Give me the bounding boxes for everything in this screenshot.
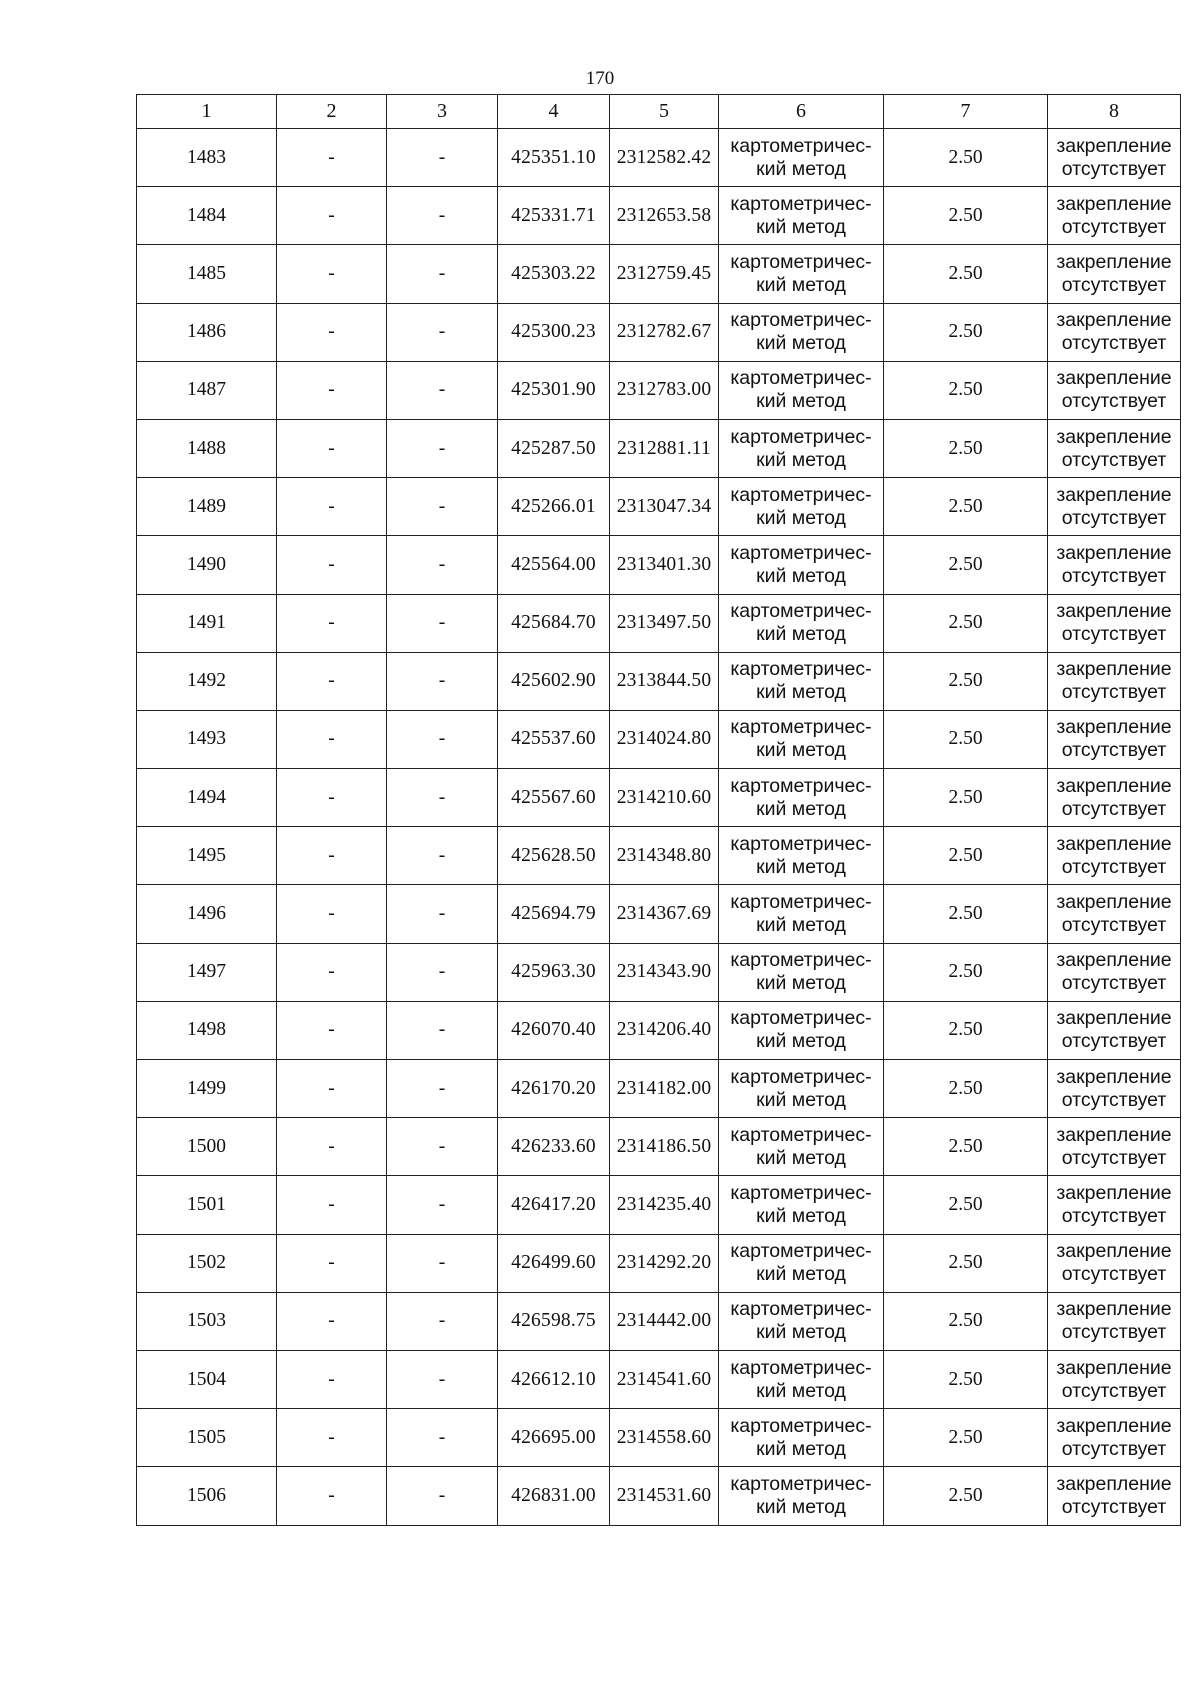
accuracy-cell: 2.50 — [884, 187, 1048, 245]
point-number-cell: 1484 — [137, 187, 277, 245]
fixing-cell: закрепление отсутствует — [1048, 1292, 1181, 1350]
y-coordinate-cell: 2313844.50 — [610, 652, 719, 710]
x-coordinate-cell: 426170.20 — [498, 1060, 610, 1118]
method-cell: картометричес-кий метод — [719, 943, 884, 1001]
table-row — [137, 478, 1181, 536]
method-cell: картометричес-кий метод — [719, 1118, 884, 1176]
table-row — [137, 1001, 1181, 1059]
column-2-cell: - — [277, 885, 387, 943]
column-3-cell: - — [387, 769, 498, 827]
fixing-cell: закрепление отсутствует — [1048, 885, 1181, 943]
accuracy-cell: 2.50 — [884, 1001, 1048, 1059]
y-coordinate-cell: 2312783.00 — [610, 361, 719, 419]
accuracy-cell: 2.50 — [884, 943, 1048, 1001]
table-row — [137, 1234, 1181, 1292]
column-2-cell: - — [277, 1060, 387, 1118]
table-row — [137, 1409, 1181, 1467]
column-2-cell: - — [277, 129, 387, 187]
fixing-cell: закрепление отсутствует — [1048, 594, 1181, 652]
column-2-cell: - — [277, 536, 387, 594]
accuracy-cell: 2.50 — [884, 594, 1048, 652]
fixing-cell: закрепление отсутствует — [1048, 245, 1181, 303]
y-coordinate-cell: 2314343.90 — [610, 943, 719, 1001]
x-coordinate-cell: 426499.60 — [498, 1234, 610, 1292]
accuracy-cell: 2.50 — [884, 1118, 1048, 1176]
fixing-cell: закрепление отсутствует — [1048, 710, 1181, 768]
column-3-cell: - — [387, 303, 498, 361]
fixing-cell: закрепление отсутствует — [1048, 769, 1181, 827]
x-coordinate-cell: 425694.79 — [498, 885, 610, 943]
column-3-cell: - — [387, 1001, 498, 1059]
method-cell: картометричес-кий метод — [719, 245, 884, 303]
x-coordinate-cell: 425266.01 — [498, 478, 610, 536]
point-number-cell: 1490 — [137, 536, 277, 594]
y-coordinate-cell: 2314206.40 — [610, 1001, 719, 1059]
table-row — [137, 303, 1181, 361]
column-2-cell: - — [277, 710, 387, 768]
method-cell: картометричес-кий метод — [719, 1292, 884, 1350]
column-3-cell: - — [387, 419, 498, 477]
table-row — [137, 245, 1181, 303]
point-number-cell: 1504 — [137, 1350, 277, 1408]
y-coordinate-cell: 2313401.30 — [610, 536, 719, 594]
column-2-cell: - — [277, 1409, 387, 1467]
column-2-cell: - — [277, 1234, 387, 1292]
point-number-cell: 1501 — [137, 1176, 277, 1234]
column-3-cell: - — [387, 594, 498, 652]
point-number-cell: 1498 — [137, 1001, 277, 1059]
column-3-cell: - — [387, 187, 498, 245]
method-cell: картометричес-кий метод — [719, 1001, 884, 1059]
y-coordinate-cell: 2312759.45 — [610, 245, 719, 303]
y-coordinate-cell: 2314186.50 — [610, 1118, 719, 1176]
accuracy-cell: 2.50 — [884, 1234, 1048, 1292]
point-number-cell: 1497 — [137, 943, 277, 1001]
method-cell: картометричес-кий метод — [719, 769, 884, 827]
table-row — [137, 419, 1181, 477]
column-3-cell: - — [387, 1234, 498, 1292]
point-number-cell: 1489 — [137, 478, 277, 536]
x-coordinate-cell: 425684.70 — [498, 594, 610, 652]
column-3-cell: - — [387, 361, 498, 419]
column-2-cell: - — [277, 769, 387, 827]
accuracy-cell: 2.50 — [884, 1409, 1048, 1467]
fixing-cell: закрепление отсутствует — [1048, 419, 1181, 477]
method-cell: картометричес-кий метод — [719, 303, 884, 361]
column-2-cell: - — [277, 652, 387, 710]
column-header: 2 — [277, 95, 387, 129]
method-cell: картометричес-кий метод — [719, 361, 884, 419]
fixing-cell: закрепление отсутствует — [1048, 1467, 1181, 1525]
y-coordinate-cell: 2312582.42 — [610, 129, 719, 187]
x-coordinate-cell: 426233.60 — [498, 1118, 610, 1176]
column-2-cell: - — [277, 1467, 387, 1525]
fixing-cell: закрепление отсутствует — [1048, 943, 1181, 1001]
column-3-cell: - — [387, 1409, 498, 1467]
column-2-cell: - — [277, 187, 387, 245]
column-3-cell: - — [387, 129, 498, 187]
table-row — [137, 827, 1181, 885]
method-cell: картометричес-кий метод — [719, 885, 884, 943]
point-number-cell: 1499 — [137, 1060, 277, 1118]
point-number-cell: 1491 — [137, 594, 277, 652]
table-row — [137, 1060, 1181, 1118]
table-header-row — [137, 95, 1181, 129]
column-3-cell: - — [387, 536, 498, 594]
accuracy-cell: 2.50 — [884, 245, 1048, 303]
point-number-cell: 1488 — [137, 419, 277, 477]
x-coordinate-cell: 426695.00 — [498, 1409, 610, 1467]
method-cell: картометричес-кий метод — [719, 1409, 884, 1467]
point-number-cell: 1503 — [137, 1292, 277, 1350]
y-coordinate-cell: 2314442.00 — [610, 1292, 719, 1350]
point-number-cell: 1502 — [137, 1234, 277, 1292]
accuracy-cell: 2.50 — [884, 1292, 1048, 1350]
fixing-cell: закрепление отсутствует — [1048, 536, 1181, 594]
method-cell: картометричес-кий метод — [719, 594, 884, 652]
column-2-cell: - — [277, 827, 387, 885]
fixing-cell: закрепление отсутствует — [1048, 478, 1181, 536]
table-row — [137, 187, 1181, 245]
x-coordinate-cell: 425300.23 — [498, 303, 610, 361]
y-coordinate-cell: 2312653.58 — [610, 187, 719, 245]
column-2-cell: - — [277, 419, 387, 477]
table-body — [137, 129, 1181, 1526]
table-row — [137, 129, 1181, 187]
accuracy-cell: 2.50 — [884, 1467, 1048, 1525]
fixing-cell: закрепление отсутствует — [1048, 187, 1181, 245]
x-coordinate-cell: 425303.22 — [498, 245, 610, 303]
accuracy-cell: 2.50 — [884, 652, 1048, 710]
fixing-cell: закрепление отсутствует — [1048, 1060, 1181, 1118]
column-header: 6 — [719, 95, 884, 129]
y-coordinate-cell: 2314210.60 — [610, 769, 719, 827]
accuracy-cell: 2.50 — [884, 1176, 1048, 1234]
point-number-cell: 1483 — [137, 129, 277, 187]
accuracy-cell: 2.50 — [884, 361, 1048, 419]
table-row — [137, 652, 1181, 710]
column-header: 3 — [387, 95, 498, 129]
y-coordinate-cell: 2314367.69 — [610, 885, 719, 943]
table-row — [137, 1350, 1181, 1408]
accuracy-cell: 2.50 — [884, 885, 1048, 943]
fixing-cell: закрепление отсутствует — [1048, 1001, 1181, 1059]
y-coordinate-cell: 2314292.20 — [610, 1234, 719, 1292]
method-cell: картометричес-кий метод — [719, 478, 884, 536]
point-number-cell: 1505 — [137, 1409, 277, 1467]
point-number-cell: 1492 — [137, 652, 277, 710]
x-coordinate-cell: 426612.10 — [498, 1350, 610, 1408]
table-row — [137, 1467, 1181, 1525]
x-coordinate-cell: 425287.50 — [498, 419, 610, 477]
method-cell: картометричес-кий метод — [719, 419, 884, 477]
column-header: 1 — [137, 95, 277, 129]
y-coordinate-cell: 2314531.60 — [610, 1467, 719, 1525]
y-coordinate-cell: 2312881.11 — [610, 419, 719, 477]
method-cell: картометричес-кий метод — [719, 129, 884, 187]
method-cell: картометричес-кий метод — [719, 652, 884, 710]
column-3-cell: - — [387, 478, 498, 536]
x-coordinate-cell: 425567.60 — [498, 769, 610, 827]
column-2-cell: - — [277, 361, 387, 419]
fixing-cell: закрепление отсутствует — [1048, 1234, 1181, 1292]
y-coordinate-cell: 2312782.67 — [610, 303, 719, 361]
fixing-cell: закрепление отсутствует — [1048, 1350, 1181, 1408]
y-coordinate-cell: 2313497.50 — [610, 594, 719, 652]
column-header: 5 — [610, 95, 719, 129]
y-coordinate-cell: 2314348.80 — [610, 827, 719, 885]
column-2-cell: - — [277, 245, 387, 303]
table-row — [137, 885, 1181, 943]
column-3-cell: - — [387, 943, 498, 1001]
point-number-cell: 1487 — [137, 361, 277, 419]
table-row — [137, 769, 1181, 827]
y-coordinate-cell: 2314182.00 — [610, 1060, 719, 1118]
method-cell: картометричес-кий метод — [719, 710, 884, 768]
x-coordinate-cell: 425331.71 — [498, 187, 610, 245]
y-coordinate-cell: 2314558.60 — [610, 1409, 719, 1467]
method-cell: картометричес-кий метод — [719, 1176, 884, 1234]
column-3-cell: - — [387, 652, 498, 710]
column-3-cell: - — [387, 1467, 498, 1525]
point-number-cell: 1495 — [137, 827, 277, 885]
method-cell: картометричес-кий метод — [719, 1467, 884, 1525]
point-number-cell: 1493 — [137, 710, 277, 768]
x-coordinate-cell: 426417.20 — [498, 1176, 610, 1234]
column-3-cell: - — [387, 827, 498, 885]
point-number-cell: 1496 — [137, 885, 277, 943]
method-cell: картометричес-кий метод — [719, 187, 884, 245]
y-coordinate-cell: 2314235.40 — [610, 1176, 719, 1234]
table-row — [137, 1118, 1181, 1176]
table-row — [137, 361, 1181, 419]
accuracy-cell: 2.50 — [884, 827, 1048, 885]
method-cell: картометричес-кий метод — [719, 827, 884, 885]
column-2-cell: - — [277, 594, 387, 652]
table-row — [137, 536, 1181, 594]
column-3-cell: - — [387, 1176, 498, 1234]
accuracy-cell: 2.50 — [884, 710, 1048, 768]
accuracy-cell: 2.50 — [884, 769, 1048, 827]
column-2-cell: - — [277, 1001, 387, 1059]
x-coordinate-cell: 425351.10 — [498, 129, 610, 187]
x-coordinate-cell: 425963.30 — [498, 943, 610, 1001]
fixing-cell: закрепление отсутствует — [1048, 129, 1181, 187]
accuracy-cell: 2.50 — [884, 419, 1048, 477]
accuracy-cell: 2.50 — [884, 1350, 1048, 1408]
point-number-cell: 1506 — [137, 1467, 277, 1525]
point-number-cell: 1500 — [137, 1118, 277, 1176]
accuracy-cell: 2.50 — [884, 1060, 1048, 1118]
point-number-cell: 1485 — [137, 245, 277, 303]
point-number-cell: 1494 — [137, 769, 277, 827]
x-coordinate-cell: 425628.50 — [498, 827, 610, 885]
coordinates-table — [136, 94, 1181, 1526]
point-number-cell: 1486 — [137, 303, 277, 361]
y-coordinate-cell: 2314024.80 — [610, 710, 719, 768]
fixing-cell: закрепление отсутствует — [1048, 361, 1181, 419]
column-3-cell: - — [387, 1350, 498, 1408]
table-row — [137, 1292, 1181, 1350]
column-3-cell: - — [387, 245, 498, 303]
fixing-cell: закрепление отсутствует — [1048, 827, 1181, 885]
column-header: 8 — [1048, 95, 1181, 129]
column-2-cell: - — [277, 478, 387, 536]
x-coordinate-cell: 425537.60 — [498, 710, 610, 768]
fixing-cell: закрепление отсутствует — [1048, 303, 1181, 361]
column-3-cell: - — [387, 1118, 498, 1176]
x-coordinate-cell: 425564.00 — [498, 536, 610, 594]
method-cell: картометричес-кий метод — [719, 1350, 884, 1408]
x-coordinate-cell: 426598.75 — [498, 1292, 610, 1350]
table-row — [137, 1176, 1181, 1234]
table-row — [137, 710, 1181, 768]
accuracy-cell: 2.50 — [884, 129, 1048, 187]
fixing-cell: закрепление отсутствует — [1048, 1409, 1181, 1467]
fixing-cell: закрепление отсутствует — [1048, 1118, 1181, 1176]
table-row — [137, 594, 1181, 652]
y-coordinate-cell: 2314541.60 — [610, 1350, 719, 1408]
column-2-cell: - — [277, 1350, 387, 1408]
table-row — [137, 943, 1181, 1001]
column-3-cell: - — [387, 1060, 498, 1118]
fixing-cell: закрепление отсутствует — [1048, 1176, 1181, 1234]
accuracy-cell: 2.50 — [884, 536, 1048, 594]
fixing-cell: закрепление отсутствует — [1048, 652, 1181, 710]
column-2-cell: - — [277, 303, 387, 361]
x-coordinate-cell: 426831.00 — [498, 1467, 610, 1525]
column-2-cell: - — [277, 1118, 387, 1176]
column-2-cell: - — [277, 943, 387, 1001]
column-3-cell: - — [387, 710, 498, 768]
y-coordinate-cell: 2313047.34 — [610, 478, 719, 536]
method-cell: картометричес-кий метод — [719, 1060, 884, 1118]
column-header: 4 — [498, 95, 610, 129]
x-coordinate-cell: 426070.40 — [498, 1001, 610, 1059]
column-header: 7 — [884, 95, 1048, 129]
page-number: 170 — [585, 68, 615, 89]
accuracy-cell: 2.50 — [884, 478, 1048, 536]
x-coordinate-cell: 425301.90 — [498, 361, 610, 419]
column-2-cell: - — [277, 1292, 387, 1350]
column-3-cell: - — [387, 885, 498, 943]
x-coordinate-cell: 425602.90 — [498, 652, 610, 710]
column-3-cell: - — [387, 1292, 498, 1350]
method-cell: картометричес-кий метод — [719, 536, 884, 594]
accuracy-cell: 2.50 — [884, 303, 1048, 361]
column-2-cell: - — [277, 1176, 387, 1234]
method-cell: картометричес-кий метод — [719, 1234, 884, 1292]
